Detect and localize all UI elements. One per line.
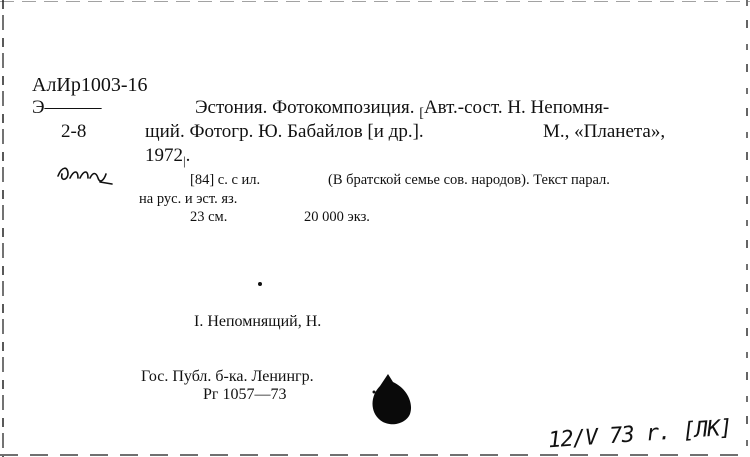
year-punct: .: [185, 145, 191, 166]
call-number-line1: АлИр1003-16: [32, 74, 148, 96]
main-entry-line1: Эстония. Фотокомпозиция. $_[$Авт.-сост. Н. Непомня-: [195, 97, 610, 121]
year-line: $1972_|$.: [145, 145, 191, 168]
handwritten-scribble-mark: [56, 160, 116, 188]
card-bottom-edge: [0, 454, 750, 456]
print-run: 20 000 экз.: [304, 209, 370, 225]
card-top-edge: [0, 1, 750, 2]
responsibility-part2: щий. Фотогр. Ю. Бабайлов [и др.].: [145, 121, 424, 142]
handwritten-date-note: 12/V 73 r. [ЛК]: [547, 415, 733, 454]
series-continued: на рус. и эст. яз.: [139, 191, 238, 207]
library-name: Гос. Публ. б-ка. Ленингр.: [141, 368, 314, 385]
series: (В братской семье сов. народов). Текст парал.: [328, 172, 610, 188]
call-number-line3: 2-8: [61, 121, 87, 142]
publisher: М., «Планета»,: [543, 121, 666, 142]
record-number: Рг 1057—73: [203, 386, 287, 403]
call-number-line2: Э———: [32, 97, 102, 118]
year: 1972: [145, 145, 183, 166]
card-left-edge: [2, 0, 4, 457]
stray-ink-dot: [258, 282, 262, 286]
extent: [84] с. с ил.: [190, 172, 261, 188]
size: 23 см.: [190, 209, 228, 225]
ink-blot: [368, 372, 414, 426]
responsibility-part1: Авт.-сост. Н. Непомня-: [423, 97, 610, 118]
added-entry: I. Непомнящий, Н.: [194, 313, 322, 330]
title: Эстония. Фотокомпозиция.: [195, 97, 420, 118]
card-right-edge: [746, 0, 748, 457]
